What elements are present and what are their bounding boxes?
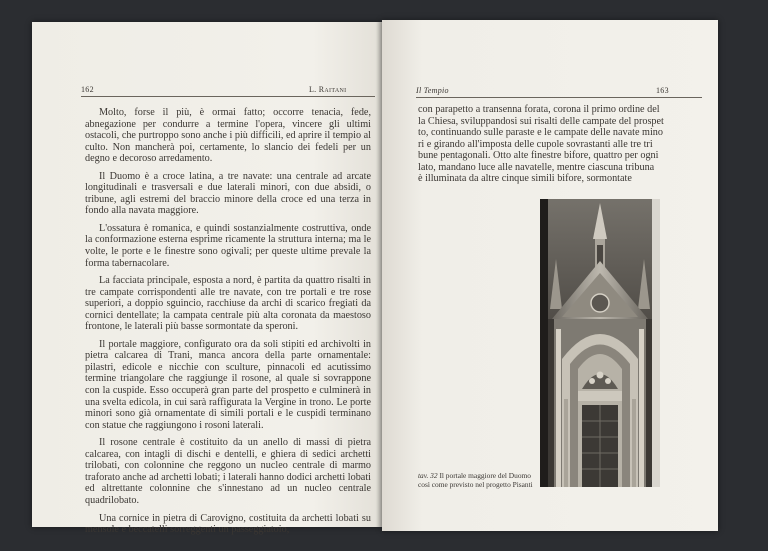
left-body-text (85, 107, 371, 536)
text-line: con parapetto a transenna forata, corona il primo ordine del (418, 104, 660, 115)
figure-caption-text: Il portale maggiore del Duomo così come previsto nel progetto Pisanti (418, 471, 533, 489)
paragraph: L'ossatura è romanica, e quindi sostanzialmente costruttiva, onde la conformazione esterna esprime ricamente la struttura interna; ma le volte, le porte e le finestre sono ogivali; per queste ultime prevale la forma tabernacolare. (85, 222, 371, 269)
text-line: lato, mandano luce alle navatelle, mentre ciascuna tribuna (418, 161, 655, 173)
running-head: L. Raitani (309, 85, 347, 94)
right-body-text (418, 104, 710, 185)
figure-label: tav. 32 (418, 471, 438, 480)
paragraph: Il portale maggiore, configurato ora da soli stipiti ed archivolti in pietra calcarea di Trani, manca ancora della parte ornamentale: pilastri, edicole e nicchie con sculture, pinnacoli ed acutissimo termine triangolare che raggiunge il rosone, al quale si sovrappone con la cuspide. Esso occuperà gran parte del prospetto e culminerà in una svelta edicola, in cui sarà raffigurata la Vergine in trono. Le porte minori sono già ornamentate di simili portali e le cuspidi terminano con statue che raggiungono i rosoni laterali. (85, 338, 371, 431)
running-head: Il Tempio (416, 86, 449, 95)
portal-drawing-icon (540, 199, 660, 487)
paragraph: Una cornice in pietra di Carovigno, costituita da archetti lobati su mensole e beccatelli sorreggenti un passeggiatoio, (85, 512, 371, 536)
text-line: ri e girando all'imposta delle cupole sovrastanti alle tre tri (418, 138, 653, 150)
paragraph: Molto, forse il più, è ormai fatto; occorre tenacia, fede, abnegazione per condurre a termine l'opera, vincere gli ultimi ostacoli, che purtroppo sono anche i più difficili, ed aprire il tempio al culto. Non mancherà poi, certamente, lo slancio dei fedeli per un degno e decoroso arredamento. (85, 107, 371, 165)
text-line: è illuminata da altre cinque simili bifore, sormontate (418, 173, 632, 185)
left-page (32, 22, 382, 536)
figure-caption (418, 472, 536, 489)
text-line: to, continuando sulle paraste e le campate delle navate mino (418, 127, 663, 139)
paragraph: Il Duomo è a croce latina, a tre navate: una centrale ad arcate longitudinali e trasversali e due laterali minori, con due absidi, o tribune, agli estremi del braccio minore della croce ed una terza in fondo alla navata maggiore. (85, 170, 371, 217)
right-page (382, 20, 718, 531)
page-number: 163 (656, 86, 669, 95)
portal-drawing-figure (540, 199, 660, 487)
paragraph: La facciata principale, esposta a nord, è partita da quattro risalti in tre campate corrispondenti alle tre navate, con tre portali e tre rose superiori, a doppio sguincio, racchiuse da archi di scarico fregiati da cornici dentellate; la campata centrale più alta coronata da maestoso frontone, le laterali più basse sormontate da speroni. (85, 275, 371, 333)
page-number: 162 (81, 85, 94, 94)
header-rule (81, 96, 375, 97)
text-line: la Chiesa, sviluppandosi sui risalti delle campate del prospet (418, 115, 664, 127)
paragraph: Il rosone centrale è costituito da un anello di massi di pietra calcarea, con intagli di dischi e dentelli, e ghiera di sedici archetti trilobati, con colonnine che reggono un nucleo centrale di marmo traforato anche ad archetti lobati; i laterali hanno dodici archetti lobati ed altrettante colonnine che s'innestano ad un nucleo centrale quadrilobato. (85, 437, 371, 506)
header-rule (416, 97, 702, 98)
text-line: bune pentagonali. Otto alte finestre bifore, quattro per ogni (418, 150, 659, 162)
